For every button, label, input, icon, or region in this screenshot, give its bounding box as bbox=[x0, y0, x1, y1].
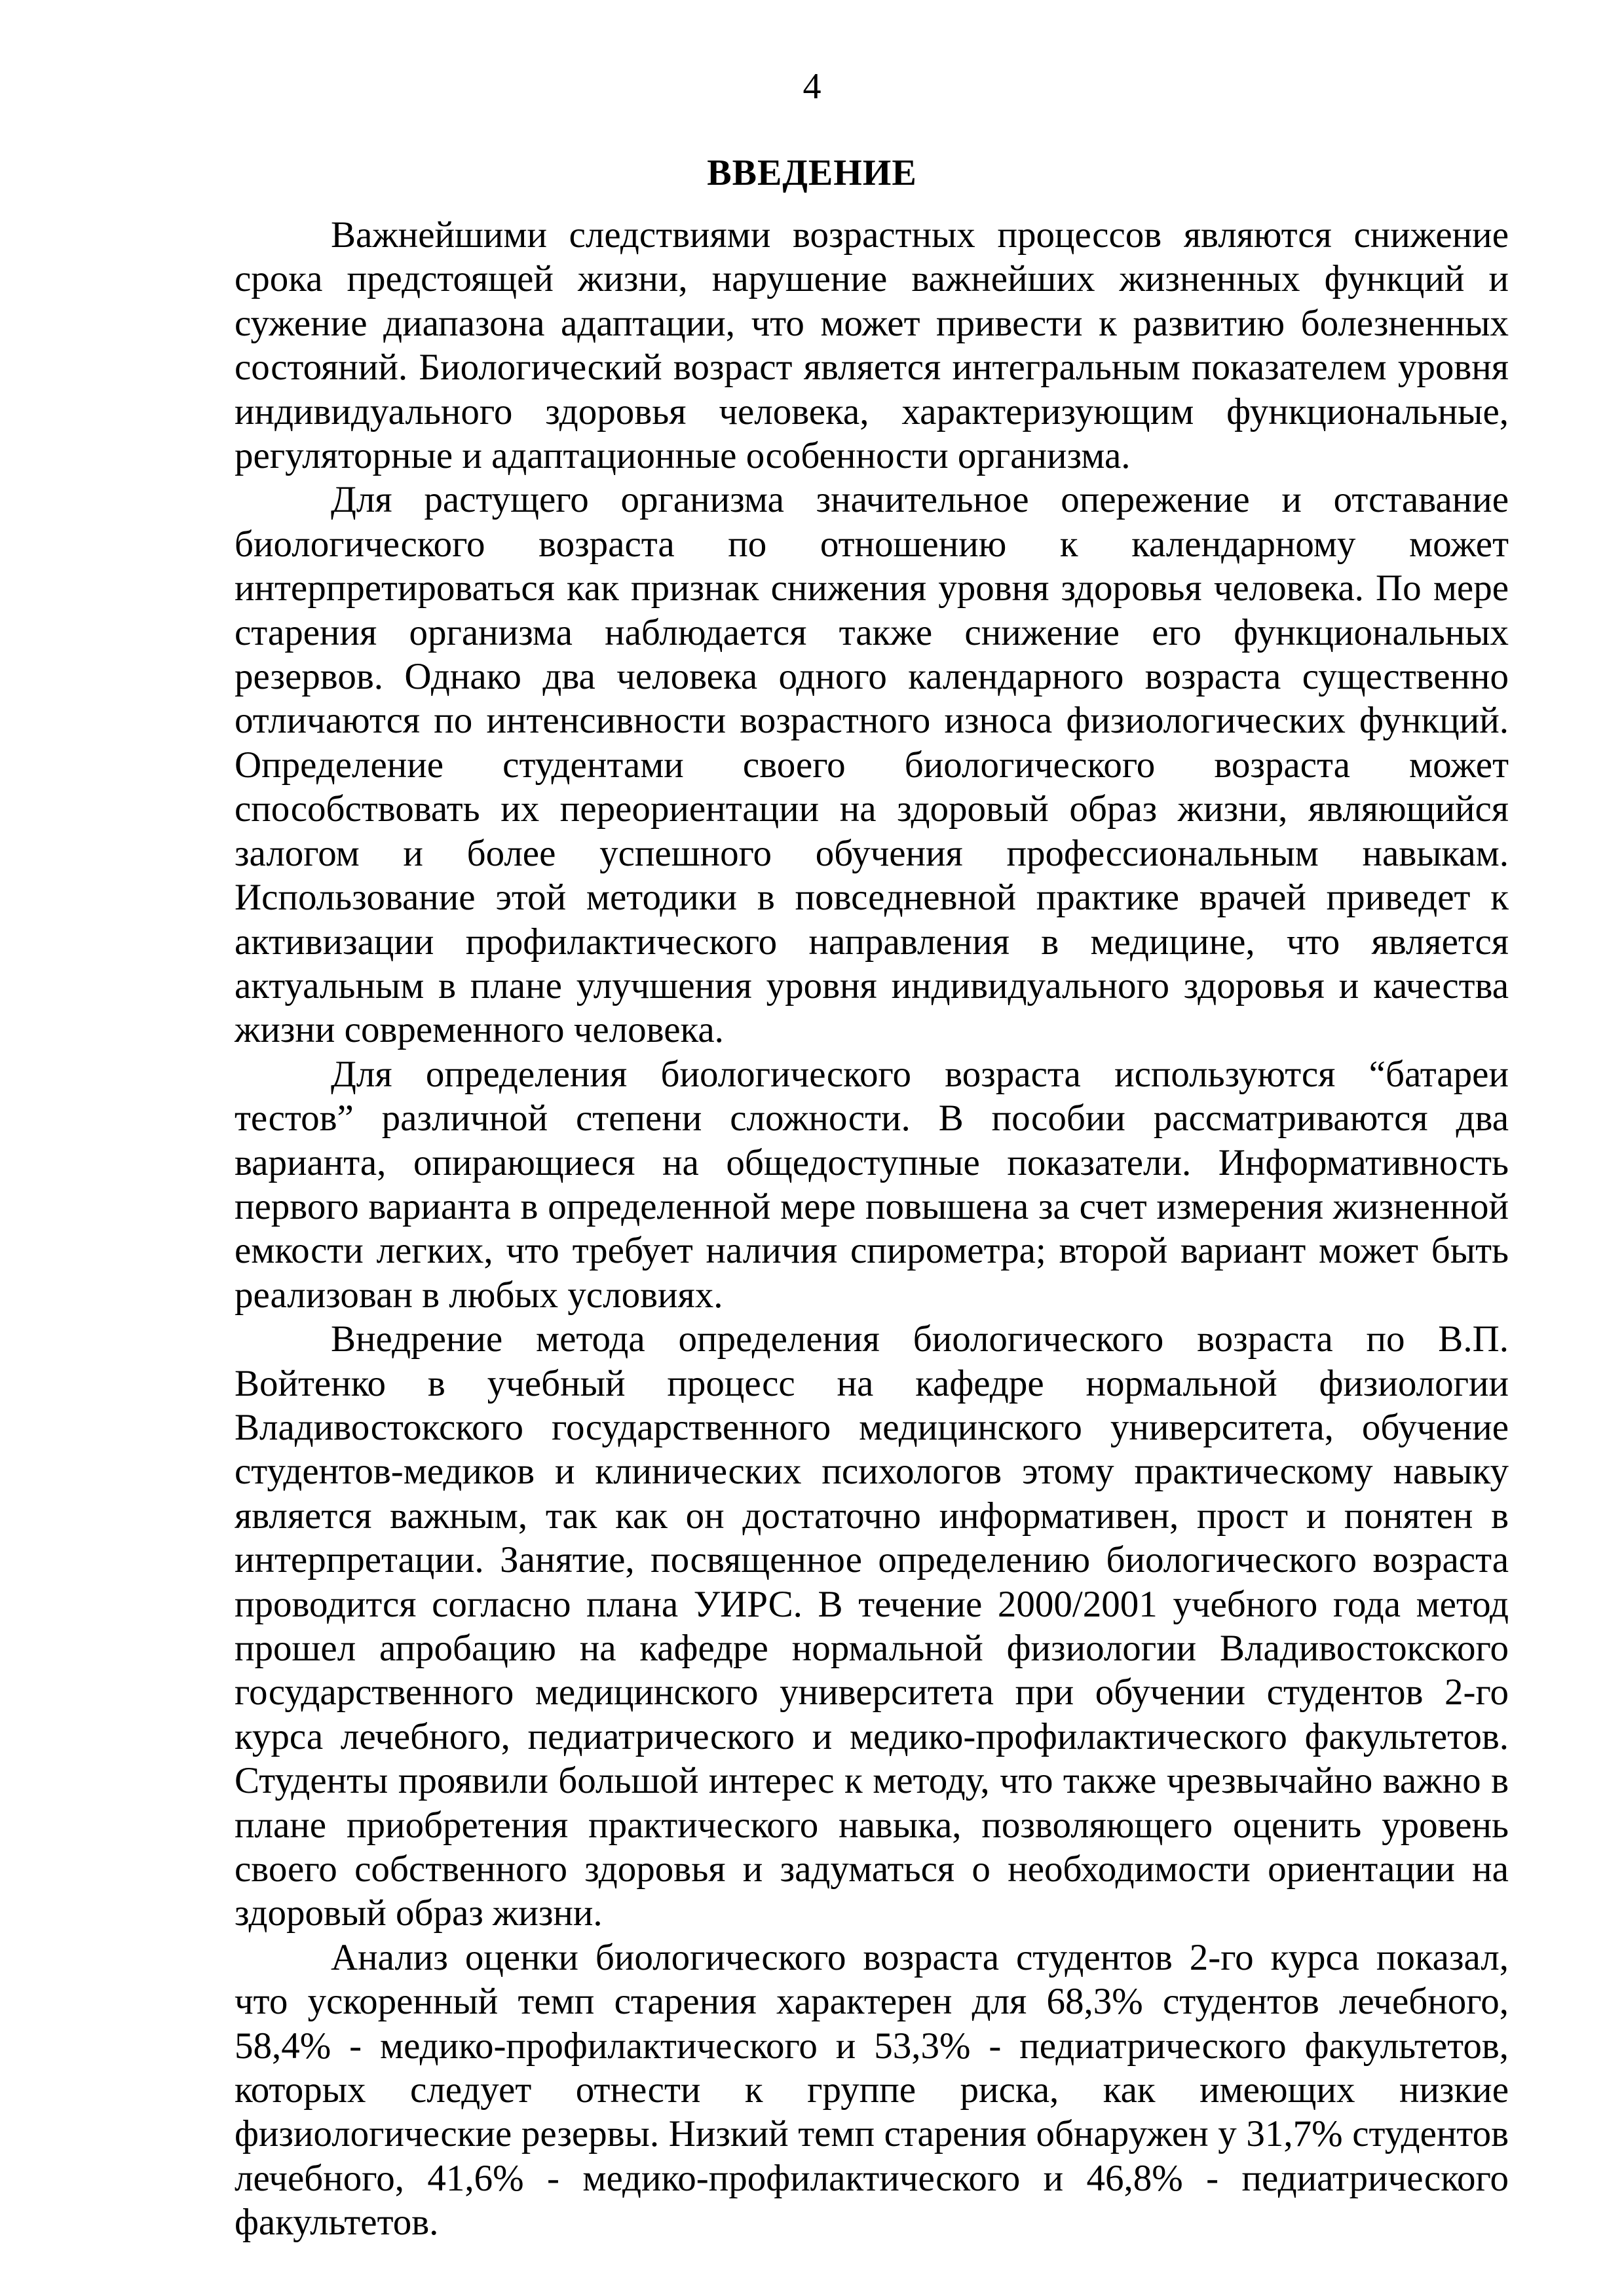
paragraph-2: Для растущего организма значительное опережение и отставание биологического возраста по отношению к календарному может интерпретироваться как признак снижения уровня здоровья человека. По мере старения организма наблюдается также снижение его функциональных резервов. Однако два человека одного календарного возраста существенно отличаются по интенсивности возрастного износа физиологических функций. Определение студентами своего биологического возраста может способствовать их переориентации на здоровый образ жизни, являющийся залогом и более успешного обучения профессиональным навыкам. Использование этой методики в повседневной практике врачей приведет к активизации профилактического направления в медицине, что является актуальным в плане улучшения уровня индивидуального здоровья и качества жизни современного человека. bbox=[235, 479, 1509, 1051]
document-body bbox=[235, 213, 1509, 2245]
paragraph-5: Анализ оценки биологического возраста студентов 2-го курса показал, что ускоренный темп старения характерен для 68,3% студентов лечебного, 58,4% - медико-профилактического и 53,3% - педиатрического факультетов, которых следует отнести к группе риска, как имеющих низкие физиологические резервы. Низкий темп старения обнаружен у 31,7% студентов лечебного, 41,6% - медико-профилактического и 46,8% - педиатрического факультетов. bbox=[235, 1936, 1509, 2244]
page-number: 4 bbox=[803, 66, 821, 107]
paragraph-4: Внедрение метода определения биологического возраста по В.П. Войтенко в учебный процесс на кафедре нормальной физиологии Владивостокского государственного медицинского университета, обучение студентов-медиков и клинических психологов этому практическому навыку является важным, так как он достаточно информативен, прост и понятен в интерпретации. Занятие, посвященное определению биологического возраста проводится согласно плана УИРС. В течение 2000/2001 учебного года метод прошел апробацию на кафедре нормальной физиологии Владивостокского государственного медицинского университета при обучении студентов 2-го курса лечебного, педиатрического и медико-профилактического факультетов. Студенты проявили большой интерес к методу, что также чрезвычайно важно в плане приобретения практического навыка, позволяющего оценить уровень своего собственного здоровья и задуматься о необходимости ориентации на здоровый образ жизни. bbox=[235, 1318, 1509, 1934]
paragraph-3: Для определения биологического возраста используются “батареи тестов” различной степени сложности. В пособии рассматриваются два варианта, опирающиеся на общедоступные показатели. Информативность первого варианта в определенной мере повышена за счет измерения жизненной емкости легких, что требует наличия спирометра; второй вариант может быть реализован в любых условиях. bbox=[235, 1053, 1509, 1316]
paragraph-1: Важнейшими следствиями возрастных процессов являются снижение срока предстоящей жизни, нарушение важнейших жизненных функций и сужение диапазона адаптации, что может привести к развитию болезненных состояний. Биологический возраст является интегральным показателем уровня индивидуального здоровья человека, характеризующим функциональные, регуляторные и адаптационные особенности организма. bbox=[235, 214, 1509, 477]
section-heading: ВВЕДЕНИЕ bbox=[707, 153, 917, 193]
